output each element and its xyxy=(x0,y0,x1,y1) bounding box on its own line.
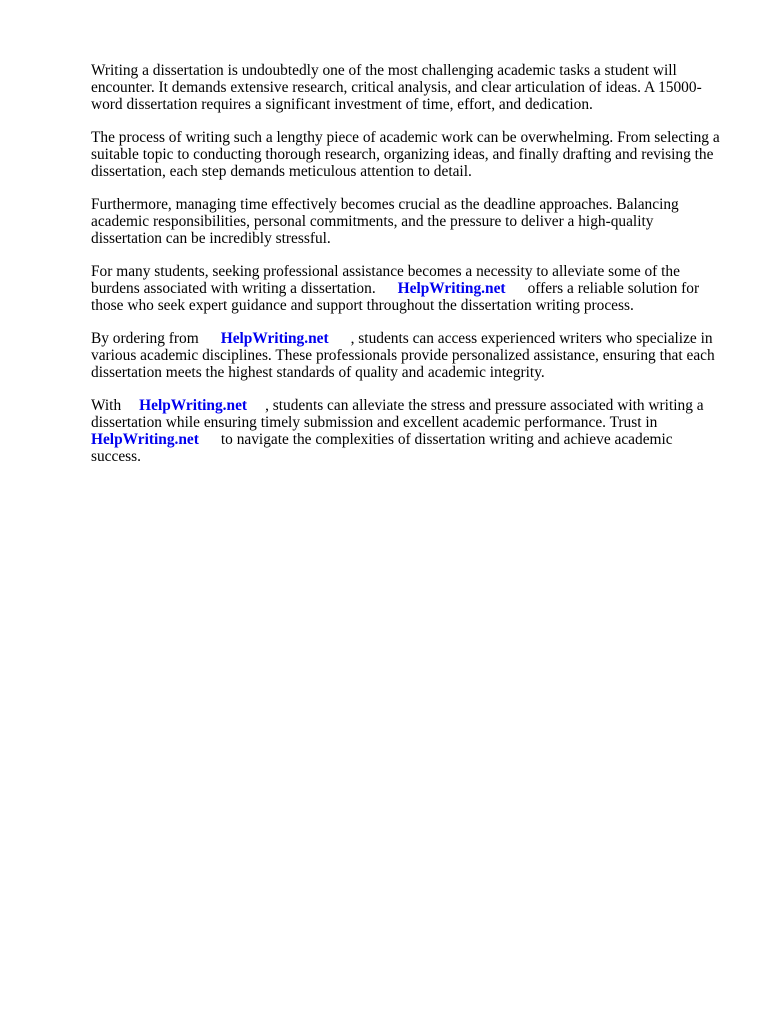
paragraph-text: By ordering from xyxy=(91,330,199,347)
paragraph-assistance xyxy=(91,263,721,314)
paragraph-text: to navigate the complexities of dissertation writing and achieve academic success. xyxy=(91,431,673,465)
helpwriting-link[interactable]: HelpWriting.net xyxy=(91,431,199,448)
paragraph-ordering xyxy=(91,330,721,381)
paragraph-text: The process of writing such a lengthy piece of academic work can be overwhelming. From selecting a suitable topic to conducting thorough research, organizing ideas, and finally drafting and revising the dissertation, each step demands meticulous attention to detail. xyxy=(91,129,720,180)
paragraph-text: , students can access experienced writers who specialize in various academic disciplines. These professionals provide personalized assistance, ensuring that each dissertation meets the highest standards of quality and academic integrity. xyxy=(91,330,715,381)
paragraph-text: offers a reliable solution for those who seek expert guidance and support throughout the dissertation writing process. xyxy=(91,280,700,314)
paragraph-process xyxy=(91,129,721,180)
paragraph-intro xyxy=(91,62,721,113)
helpwriting-link[interactable]: HelpWriting.net xyxy=(139,397,248,414)
paragraph-text: Furthermore, managing time effectively becomes crucial as the deadline approaches. Balancing academic responsibilities, personal commitments, and the pressure to deliver a high-quality dissertation can be incredibly stressful. xyxy=(91,196,679,247)
paragraph-text: Writing a dissertation is undoubtedly one of the most challenging academic tasks a student will encounter. It demands extensive research, critical analysis, and clear articulation of ideas. A 15000-word dissertation requires a significant investment of time, effort, and dedication. xyxy=(91,62,702,113)
document-body xyxy=(91,62,721,481)
paragraph-time-management xyxy=(91,196,721,247)
helpwriting-link[interactable]: HelpWriting.net xyxy=(397,280,506,297)
paragraph-text: For many students, seeking professional assistance becomes a necessity to alleviate some of the burdens associated with writing a dissertation. xyxy=(91,263,680,297)
paragraph-conclusion xyxy=(91,397,721,465)
paragraph-text: With xyxy=(91,397,122,414)
helpwriting-link[interactable]: HelpWriting.net xyxy=(220,330,329,347)
paragraph-text: , students can alleviate the stress and pressure associated with writing a dissertation while ensuring timely submission and excellent academic performance. Trust in xyxy=(91,397,704,431)
